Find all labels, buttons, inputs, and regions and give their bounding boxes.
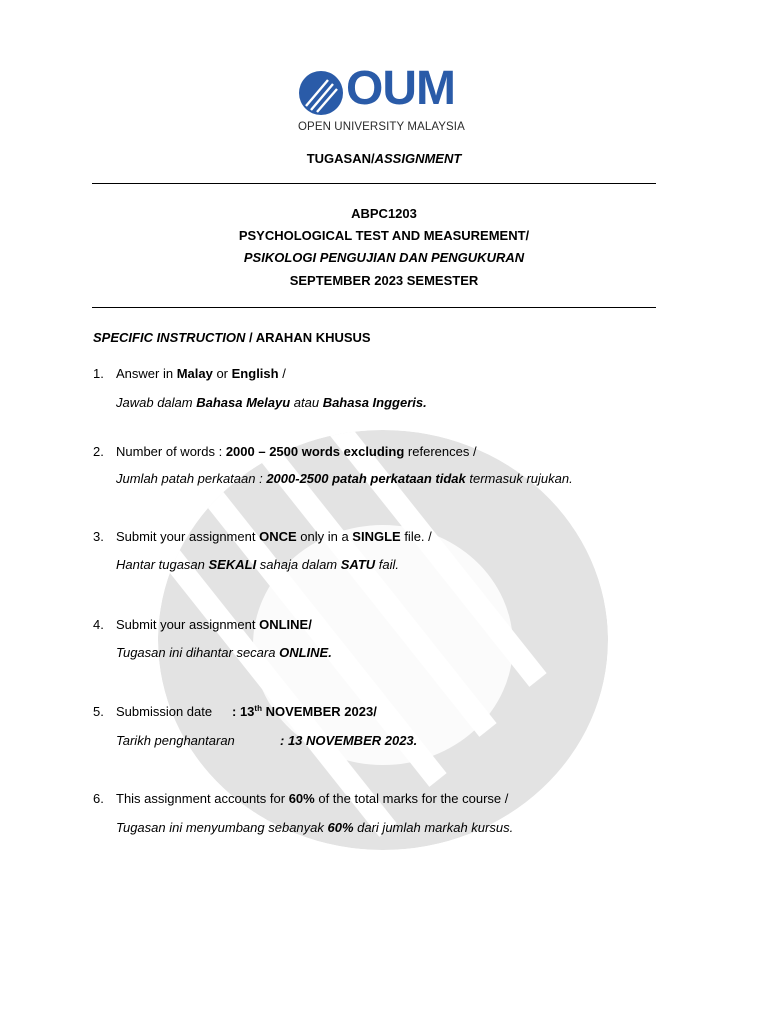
course-name-english: PSYCHOLOGICAL TEST AND MEASUREMENT/ (238, 228, 530, 243)
assignment-title: TUGASAN/ASSIGNMENT (306, 151, 462, 166)
oum-globe-icon (298, 70, 344, 116)
instruction-4-malay: Tugasan ini dihantar secara ONLINE. (116, 645, 332, 660)
instruction-6-english: This assignment accounts for 60% of the total marks for the course / (116, 791, 509, 806)
instruction-2-english: Number of words : 2000 – 2500 words excluding references / (116, 444, 477, 459)
instruction-6-malay: Tugasan ini menyumbang sebanyak 60% dari jumlah markah kursus. (116, 820, 514, 835)
item-number: 3. (93, 529, 104, 544)
course-name-malay: PSIKOLOGI PENGUJIAN DAN PENGUKURAN (243, 250, 525, 265)
item-number: 6. (93, 791, 104, 806)
logo-wordmark: OUM (346, 62, 455, 115)
item-number: 1. (93, 366, 104, 381)
instructions-heading: SPECIFIC INSTRUCTION / ARAHAN KHUSUS (93, 330, 371, 345)
oum-watermark (158, 430, 608, 850)
item-number: 5. (93, 704, 104, 719)
instruction-5-malay: Tarikh penghantaran : 13 NOVEMBER 2023. (116, 733, 418, 748)
instruction-5-english: Submission date : 13th NOVEMBER 2023/ (116, 704, 377, 719)
oum-logo (298, 62, 478, 136)
instruction-3-malay: Hantar tugasan SEKALI sahaja dalam SATU fail. (116, 557, 400, 572)
item-number: 2. (93, 444, 104, 459)
logo-subtitle: OPEN UNIVERSITY MALAYSIA (298, 121, 465, 133)
instruction-1-malay: Jawab dalam Bahasa Melayu atau Bahasa Inggeris. (116, 395, 427, 410)
instruction-1-english: Answer in Malay or English / (116, 366, 286, 381)
divider-top (92, 183, 656, 184)
semester: SEPTEMBER 2023 SEMESTER (289, 273, 479, 288)
divider-bottom (92, 307, 656, 308)
course-code: ABPC1203 (351, 206, 417, 221)
instruction-3-english: Submit your assignment ONCE only in a SINGLE file. / (116, 529, 432, 544)
item-number: 4. (93, 617, 104, 632)
instruction-2-malay: Jumlah patah perkataan : 2000-2500 patah perkataan tidak termasuk rujukan. (116, 471, 573, 486)
instruction-4-english: Submit your assignment ONLINE/ (116, 617, 312, 632)
